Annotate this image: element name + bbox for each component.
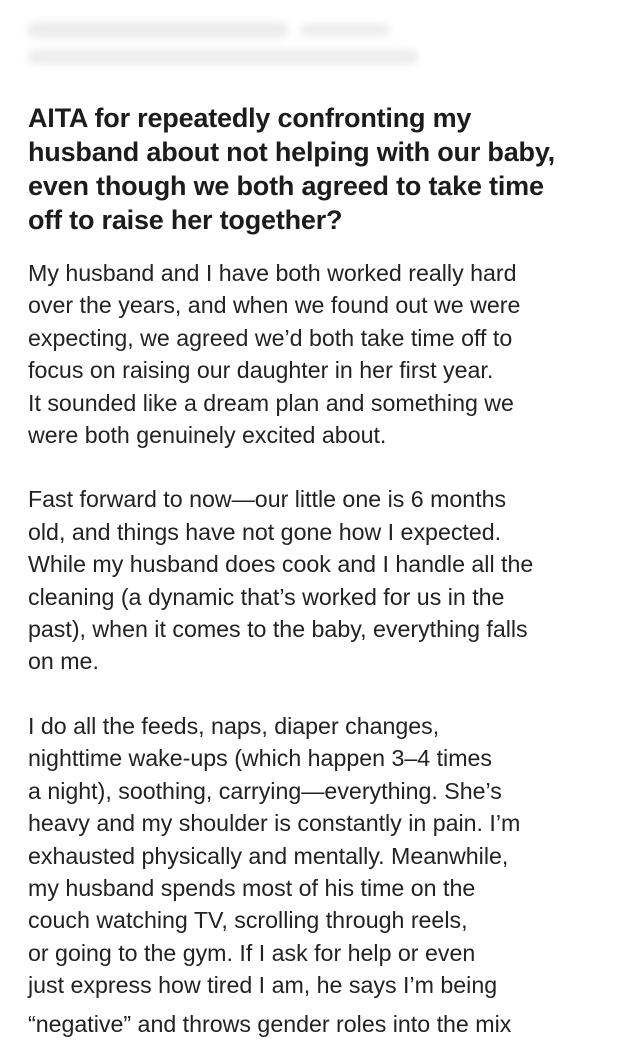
body-line: exhausted physically and mentally. Meanwhile, — [28, 842, 509, 869]
clipped-body-line: “negative” and throws gender roles into the mix — [28, 1011, 512, 1037]
blurred-header-line — [300, 24, 390, 36]
body-line: Fast forward to now—our little one is 6 months — [28, 486, 507, 513]
post-title-line: husband about not helping with our baby, — [28, 137, 555, 167]
body-line: couch watching TV, scrolling through reels, — [28, 907, 468, 934]
body-line: I do all the feeds, naps, diaper changes, — [28, 712, 440, 739]
post-body — [28, 257, 628, 1034]
body-line: focus on raising our daughter in her first year. — [28, 357, 494, 384]
body-line: past), when it comes to the baby, everything falls — [28, 616, 528, 643]
body-line: or going to the gym. If I ask for help or even — [28, 939, 476, 966]
body-line: old, and things have not gone how I expected. — [28, 518, 502, 545]
post-title-line: even though we both agreed to take time — [28, 171, 544, 201]
post-title-line: AITA for repeatedly confronting my — [28, 103, 472, 133]
body-line: on me. — [28, 648, 99, 675]
body-line: were both genuinely excited about. — [28, 422, 387, 449]
body-line: a night), soothing, carrying—everything. She’s — [28, 777, 502, 804]
body-line: my husband spends most of his time on the — [28, 874, 476, 901]
body-line: My husband and I have both worked really hard — [28, 260, 517, 286]
body-line: heavy and my shoulder is constantly in pain. I’m — [28, 810, 521, 837]
body-line: just express how tired I am, he says I’m being — [28, 972, 498, 999]
blurred-header-line — [28, 22, 288, 38]
body-line: While my husband does cook and I handle all the — [28, 551, 534, 578]
body-line: expecting, we agreed we’d both take time off to — [28, 324, 513, 351]
blurred-header-line — [28, 50, 418, 64]
body-line: It sounded like a dream plan and something we — [28, 389, 514, 416]
body-line: nighttime wake-ups (which happen 3–4 times — [28, 745, 492, 772]
body-line: over the years, and when we found out we were — [28, 292, 521, 319]
post-paragraph-3 — [28, 710, 628, 1002]
body-line: cleaning (a dynamic that’s worked for us in the — [28, 583, 505, 610]
post-paragraph-1 — [28, 257, 628, 451]
post-title — [28, 101, 628, 237]
post-title-line: off to raise her together? — [28, 205, 343, 235]
post-paragraph-2 — [28, 483, 628, 677]
blurred-header — [0, 0, 644, 95]
